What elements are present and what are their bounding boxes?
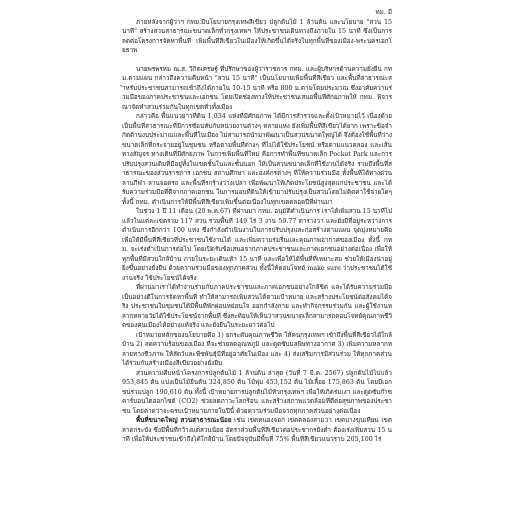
paragraph-8-text: เช่น เขตหนองจอก เขตคลองสามวา เขตบางขุนเทียน เขตลาดกระบัง ซึ่งมีพื้นที่กว้างแต่สวนน้อย อัตราส่วนพื้นที่สีเขียวต่อประชากรยังต่ำ ต้องเร่งเพิ่มสวน 15 นาที เพื่อให้ประชาชนเข้าถึงได้ใกล้บ้าน โดยปัจจุบันมีพื้นที่ 75% พื้นที่สีเขียวแนวราบ 205,100 ไร่ <box>122 417 392 443</box>
paragraph-1: ภายหลังจากผู้ว่าฯ กทม.มีนโยบายกรุงเทพสีเขียว ปลูกต้นไม้ 1 ล้านต้น และนโยบาย "สวน 15 นาที" สร้างสวนสาธารณะขนาดเล็กทั่วกรุงเทพฯ ให้ประชาชนเดินทางถึงภายใน 15 นาที ซึ่งเป็นการลดต่อโครงการจัดหาพื้นที่ เพิ่มพื้นที่สีเขียวในเมืองให้เกิดขึ้นได้จริงในทุกพื้นที่ของเมือง-พระนครเอกโยธาพ <box>122 18 392 54</box>
article-body <box>122 8 392 445</box>
paragraph-2 <box>122 65 392 113</box>
paragraph-7: ส่วนความคืบหน้าโครงการปลูกต้นไม้ 1 ล้านต้น ล่าสุด (วันที่ 7 มี.ค. 2567) ปลูกต้นไม้ไปแล้ว 953,845 ต้น แบ่งเป็นไม้ยืนต้น 324,850 ต้น ไม้พุ่ม 453,152 ต้น ไม้เลื้อย 175,863 ต้น โดยมีเอกชนร่วมปลูก 190,610 ต้น ทั้งนี้ เป้าหมายการปลูกต้นไม้ทั่วกรุงเทพฯ เพื่อให้เกิดร่มเงา และดูดซับก๊าซคาร์บอนไดออกไซด์ (CO2) ช่วยลดภาวะโลกร้อน และสร้างสภาพแวดล้อมที่ดีต่อสุขภาพของประชาชน โดยคาดว่าจะครบเป้าหมายภายในปีนี้ ด้วยความร่วมมือจากทุกภาคส่วนอย่างต่อเนื่อง <box>122 369 392 415</box>
paragraph-2-text: นายพรพรหม ณ.ส. วิกิตเศรษฐ์ ที่ปรึกษาของผู้ว่าราชการ กทม. และผู้บริหารด้านความยั่งยืน กทม.ตามแผน กล่าวถึงความคืบหน้า "สวน 15 นาที" เป็นนโยบายเพิ่มพื้นที่สีเขียว และพื้นที่สาธารณะสำหรับประชาชนสามารถเข้าถึงได้ภายใน 10-15 นาที หรือ 800 ม.ตามโดยประมาณ ซึ่งอาศัยความร่วมมือของภาคประชาชนและเอกชน โดยเปิดช่องทางให้ประชาชนเสนอพื้นที่ศักยภาพให้ กทม. พิจารณาจัดทำสวนร่วมกันในทุกเขตทั่วทั้งเมือง <box>122 65 392 111</box>
paragraph-3: กล่าวคือ พื้นแนวยาวที่ดิน 1,034 แห่งที่มีศักยภาพ ได้มีการสำรวจและตั้งเป้าหมายไว้ เนื่องด้วยเป็นพื้นที่สาธารณะที่มีการซ้อนทับกับหน่วยงานต่างๆ หลายแห่ง ยังเพิ่มพื้นที่สีเขียวได้ยาก เพราะข้อจำกัดด้านงบประมาณและพื้นที่ในเมือง ไม่สามารถนำมาพัฒนาเป็นสวนขนาดใหญ่ได้ จึงต้องใช้พื้นที่ว่างขนาดเล็กที่กระจายอยู่ในชุมชน หรือตามพื้นที่ต่างๆ ที่ไม่ได้ใช้ประโยชน์ หรือตามแนวคลอง และเส้นทางสัญจร ทางเดินที่มีศักยภาพ ในการเพิ่มพื้นที่ใหม่ คือการทำพื้นที่ขนาดเล็ก Pocket Park และการปรับปรุงสวนเดิมที่มีอยู่ทั้งในเขตชั้นในและชั้นนอก ให้เป็นสวนขนาดเล็กที่ใช้งานได้จริง รวมถึงพื้นที่สาธารณะของส่วนราชการ เอกชน สถานศึกษา และองค์กรต่างๆ ที่ให้ความร่วมมือ ทั้งพื้นที่ใต้ทางด่วน ลานกีฬา ลานจอดรถ และพื้นที่รกร้างว่างเปล่า เพื่อพัฒนาให้เกิดประโยชน์สูงสุดแก่ประชาชน และได้รับความร่วมมือที่ดีจากภาคเอกชน ในการมอบที่ดินให้เข้ามาปรับปรุงเป็นสวนโดยไม่คิดค่าใช้จ่ายใดๆ ทั้งนี้ กทม. ดำเนินการให้มีพื้นที่สีเขียวเพิ่มขึ้นต่อเนื่องในทุกเขตตลอดปีที่ผ่านมา <box>122 113 392 206</box>
top-fragment: ทม. มี <box>375 9 392 16</box>
paragraph-6: เป้าหมายหลักของนโยบายคือ 1) ยกระดับคุณภาพชีวิต ให้คนกรุงเทพฯ เข้าถึงพื้นที่สีเขียวได้ใกล้บ้าน 2) ลดความร้อนของเมือง ที่จะช่วยลดอุณหภูมิ และดูดซับมลพิษทางอากาศ 3) เพิ่มความหลากหลายทางชีวภาพ ให้สัตว์และพืชพันธุ์มีที่อยู่อาศัยในเมือง และ 4) ส่งเสริมการมีส่วนร่วม ให้ทุกภาคส่วนได้ร่วมกันสร้างเมืองสีเขียวอย่างยั่งยืน <box>122 331 392 367</box>
paragraph-5: ที่ผ่านมาเราได้ทำงานร่วมกับภาคประชาชนและภาคเอกชนอย่างใกล้ชิด และได้รับความร่วมมือเป็นอย่างดีในการจัดหาพื้นที่ ทำให้สามารถเพิ่มสวนได้ตามเป้าหมาย และสร้างประโยชน์ต่อสังคมได้จริง ประชาชนในชุมชนได้มีพื้นที่พักผ่อนหย่อนใจ ออกกำลังกาย และทำกิจกรรมร่วมกัน และผู้ใช้งานหลากหลายวัยได้ใช้ประโยชน์จากพื้นที่ ซึ่งสะท้อนให้เห็นว่าสวนขนาดเล็กสามารถตอบโจทย์คุณภาพชีวิตของคนเมืองได้อย่างแท้จริง และยั่งยืนในระยะยาวต่อไป <box>122 284 392 329</box>
paragraph-8 <box>122 416 392 445</box>
paragraph-8-lead: พื้นที่ขนาดใหญ่ สวนสาธารณะน้อย <box>136 417 232 424</box>
paragraph-4: ในช่วง 1 ปี 11 เดือน (20 พ.ค.67) ที่ผ่านมา กทม. อนุมัติดำเนินการ เราได้เพิ่มสวน 15 นาทีไปแล้วในแต่ละเขตรวม 117 สวน รวมพื้นที่ 149 ไร่ 3 งาน 59.77 ตารางวา และยังมีที่อยู่ระหว่างการดำเนินการอีกกว่า 100 แห่ง ซึ่งกำลังดำเนินงานในการปรับปรุงและก่อสร้างตามแผน จุดมุ่งหมายคือ เพื่อให้มีพื้นที่สีเขียวที่ประชาชนใช้งานได้ และเพิ่มความร่มรื่นและคุณภาพอากาศของเมือง ทั้งนี้ กทม. จะเร่งดำเนินการต่อไป โดยเปิดรับข้อเสนอจากภาคประชาชนและภาคเอกชนอย่างต่อเนื่อง เพื่อให้ทุกพื้นที่มีสวนใกล้บ้าน ภายในระยะเดินเท้า 15 นาที และเพื่อให้ได้พื้นที่ที่เหมาะสม ช่วยให้เมืองน่าอยู่ยิ่งขึ้นอย่างยั่งยืน ด้วยความร่วมมือของทุกภาคส่วน ทั้งนี้ให้ตอบโจทย์ make sure ว่าประชาชนได้ใช้งานจริง ใช้ประโยชน์ได้จริง <box>122 208 392 282</box>
